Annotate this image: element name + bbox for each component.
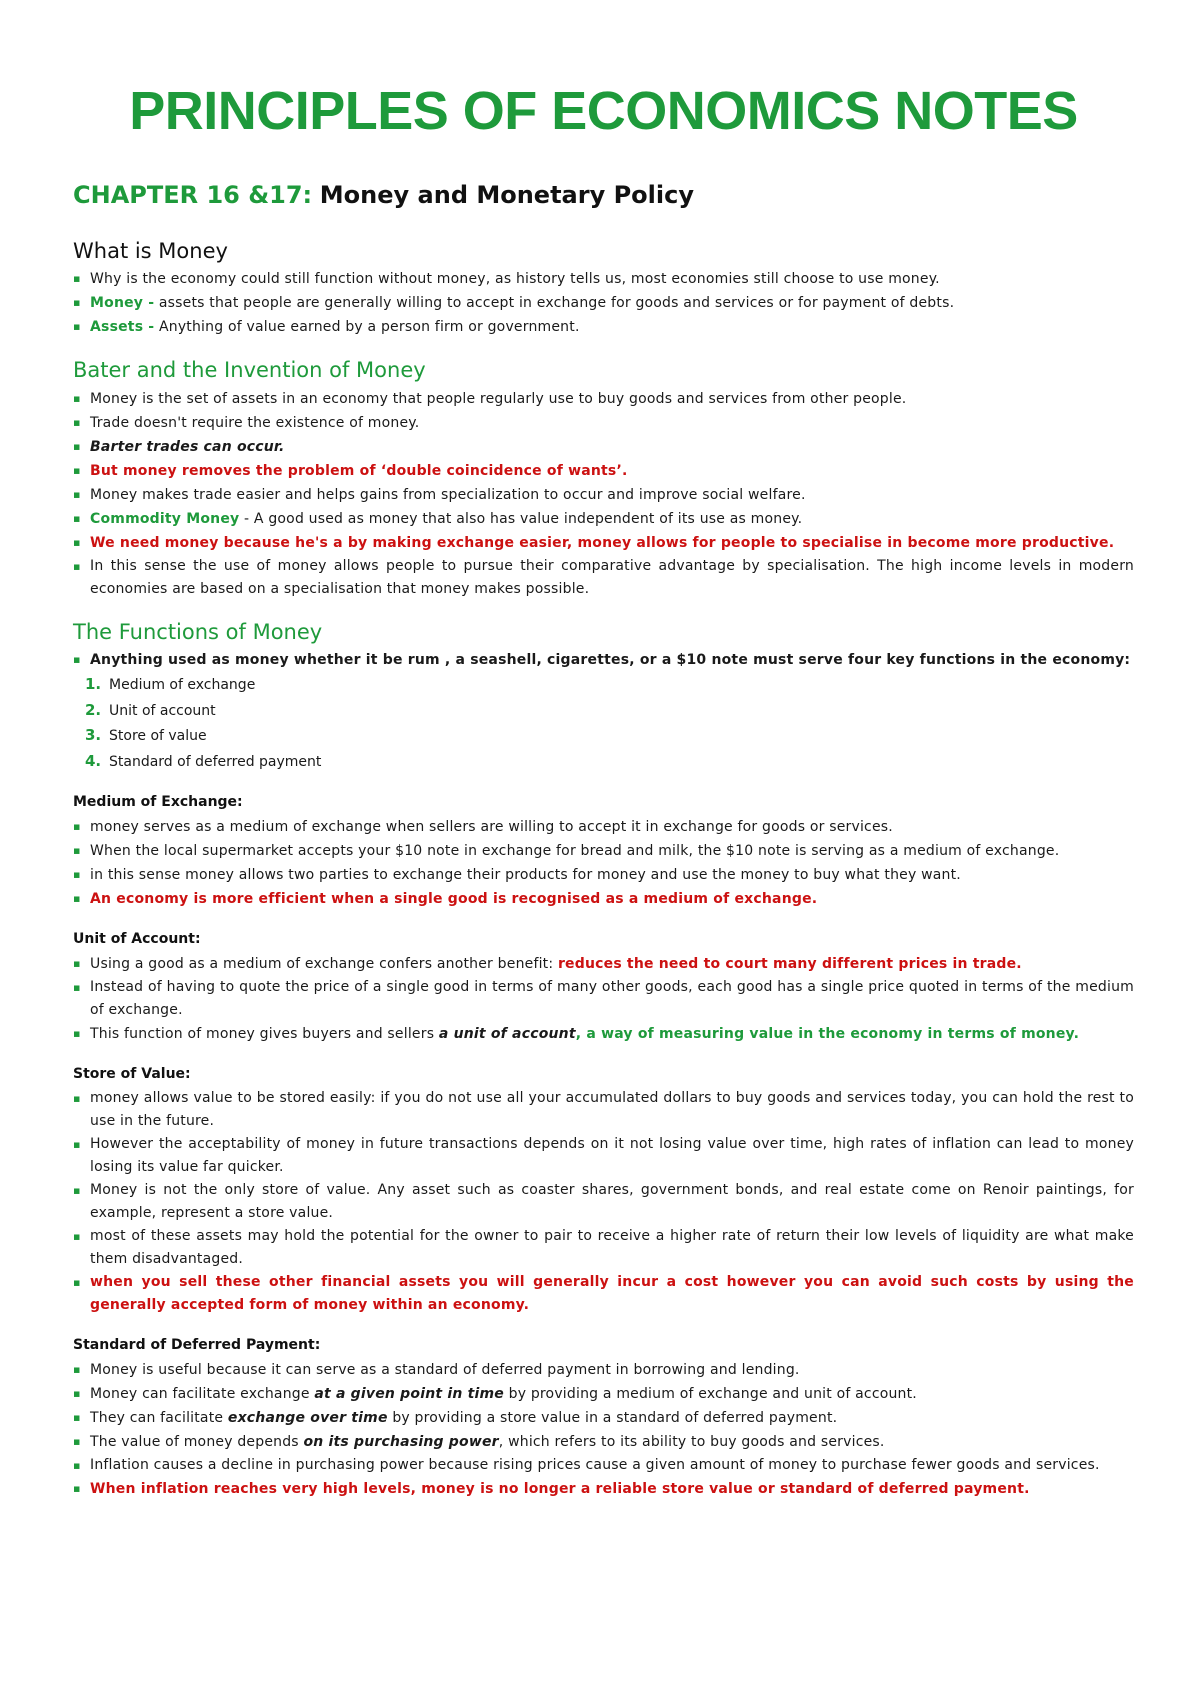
section-heading-functions: The Functions of Money	[73, 619, 323, 644]
list-item: ▪ When the local supermarket accepts your $10 note in exchange for bread and milk, the $10 note is serving as a medium of exchange.	[73, 839, 1134, 863]
list-item: ▪ We need money because he's a by making exchange easier, money allows for people to specialise in become more productive.	[73, 531, 1134, 555]
numbered-item: 1. Medium of exchange	[85, 675, 256, 694]
chapter-heading	[73, 181, 1134, 210]
list-item: ▪ Assets - Anything of value earned by a person firm or government.	[73, 315, 1134, 339]
list-item: ▪ when you sell these other financial assets you will generally incur a cost however you can avoid such costs by using the generally accepted form of money within an economy.	[73, 1271, 1134, 1317]
medium-list	[73, 815, 1134, 911]
list-item: ▪ However the acceptability of money in future transactions depends on it not losing value over time, high rates of inflation can lead to money losing its value far quicker.	[73, 1133, 1134, 1179]
list-item: ▪ money serves as a medium of exchange when sellers are willing to accept it in exchange for goods or services.	[73, 815, 1134, 839]
list-item: ▪ money allows value to be stored easily: if you do not use all your accumulated dollars to buy goods and services today, you can hold the rest to use in the future.	[73, 1087, 1134, 1133]
list-item: ▪ Barter trades can occur.	[73, 435, 1134, 459]
chapter-title: Money and Monetary Policy	[319, 181, 694, 210]
list-item: ▪ Money is useful because it can serve as a standard of deferred payment in borrowing and lending.	[73, 1358, 1134, 1382]
subheading-store-of-value: Store of Value:	[73, 1066, 191, 1083]
list-item: ▪ Money is the set of assets in an economy that people regularly use to buy goods and services from other people.	[73, 387, 1134, 411]
store-list	[73, 1087, 1134, 1317]
list-item: ▪ They can facilitate exchange over time by providing a store value in a standard of deferred payment.	[73, 1406, 1134, 1430]
list-item: ▪ The value of money depends on its purchasing power, which refers to its ability to buy goods and services.	[73, 1430, 1134, 1454]
list-item: ▪ An economy is more efficient when a single good is recognised as a medium of exchange.	[73, 887, 1134, 911]
subheading-medium-of-exchange: Medium of Exchange:	[73, 794, 243, 811]
list-item: ▪ Money makes trade easier and helps gains from specialization to occur and improve social welfare.	[73, 483, 1134, 507]
chapter-number: CHAPTER 16 &17:	[73, 181, 313, 210]
numbered-item: 3. Store of value	[85, 726, 207, 745]
list-item: ▪ Why is the economy could still function without money, as history tells us, most economies still choose to use money.	[73, 267, 1134, 291]
list-item: ▪ in this sense money allows two parties to exchange their products for money and use the money to buy what they want.	[73, 863, 1134, 887]
list-item: ▪ In this sense the use of money allows people to pursue their comparative advantage by specialisation. The high income levels in modern economies are based on a specialisation that money makes possible.	[73, 555, 1134, 601]
list-item: ▪ most of these assets may hold the potential for the owner to pair to receive a higher rate of return their low levels of liquidity are what make them disadvantaged.	[73, 1225, 1134, 1271]
page-title: PRINCIPLES OF ECONOMICS NOTES	[129, 81, 1078, 141]
list-item: ▪ Trade doesn't require the existence of money.	[73, 411, 1134, 435]
what-is-money-list	[73, 267, 1134, 339]
list-item: ▪ Using a good as a medium of exchange confers another benefit: reduces the need to court many different prices in trade.	[73, 952, 1134, 976]
section-heading-barter: Bater and the Invention of Money	[73, 358, 426, 383]
numbered-item: 2. Unit of account	[85, 700, 216, 719]
list-item: ▪ When inflation reaches very high levels, money is no longer a reliable store value or standard of deferred payment.	[73, 1477, 1134, 1501]
list-item: ▪ Money - assets that people are generally willing to accept in exchange for goods and services or for payment of debts.	[73, 291, 1134, 315]
barter-list	[73, 387, 1134, 601]
subheading-unit-of-account: Unit of Account:	[73, 931, 201, 948]
list-item: ▪ This function of money gives buyers and sellers a unit of account, a way of measuring value in the economy in terms of money.	[73, 1022, 1134, 1046]
functions-numbered-list	[73, 672, 1134, 774]
list-item: ▪ But money removes the problem of ‘double coincidence of wants’.	[73, 459, 1134, 483]
term: Money -	[90, 295, 155, 312]
unit-list	[73, 952, 1134, 1046]
subheading-deferred-payment: Standard of Deferred Payment:	[73, 1337, 321, 1354]
term: Assets -	[90, 319, 155, 336]
list-item: ▪ Anything used as money whether it be rum , a seashell, cigarettes, or a $10 note must serve four key functions in the economy:	[73, 648, 1134, 672]
list-item: ▪ Commodity Money - A good used as money that also has value independent of its use as money.	[73, 507, 1134, 531]
term: Commodity Money	[90, 510, 240, 527]
list-item: ▪ Money is not the only store of value. Any asset such as coaster shares, government bonds, and real estate come on Renoir paintings, for example, represent a store value.	[73, 1179, 1134, 1225]
deferred-list	[73, 1358, 1134, 1501]
list-item: ▪ Inflation causes a decline in purchasing power because rising prices cause a given amount of money to purchase fewer goods and services.	[73, 1454, 1134, 1477]
numbered-item: 4. Standard of deferred payment	[85, 751, 322, 770]
section-heading-what-is-money: What is Money	[73, 239, 228, 264]
list-item: ▪ Money can facilitate exchange at a given point in time by providing a medium of exchange and unit of account.	[73, 1382, 1134, 1406]
functions-intro-list	[73, 648, 1134, 672]
list-item: ▪ Instead of having to quote the price of a single good in terms of many other goods, each good has a single price quoted in terms of the medium of exchange.	[73, 976, 1134, 1022]
